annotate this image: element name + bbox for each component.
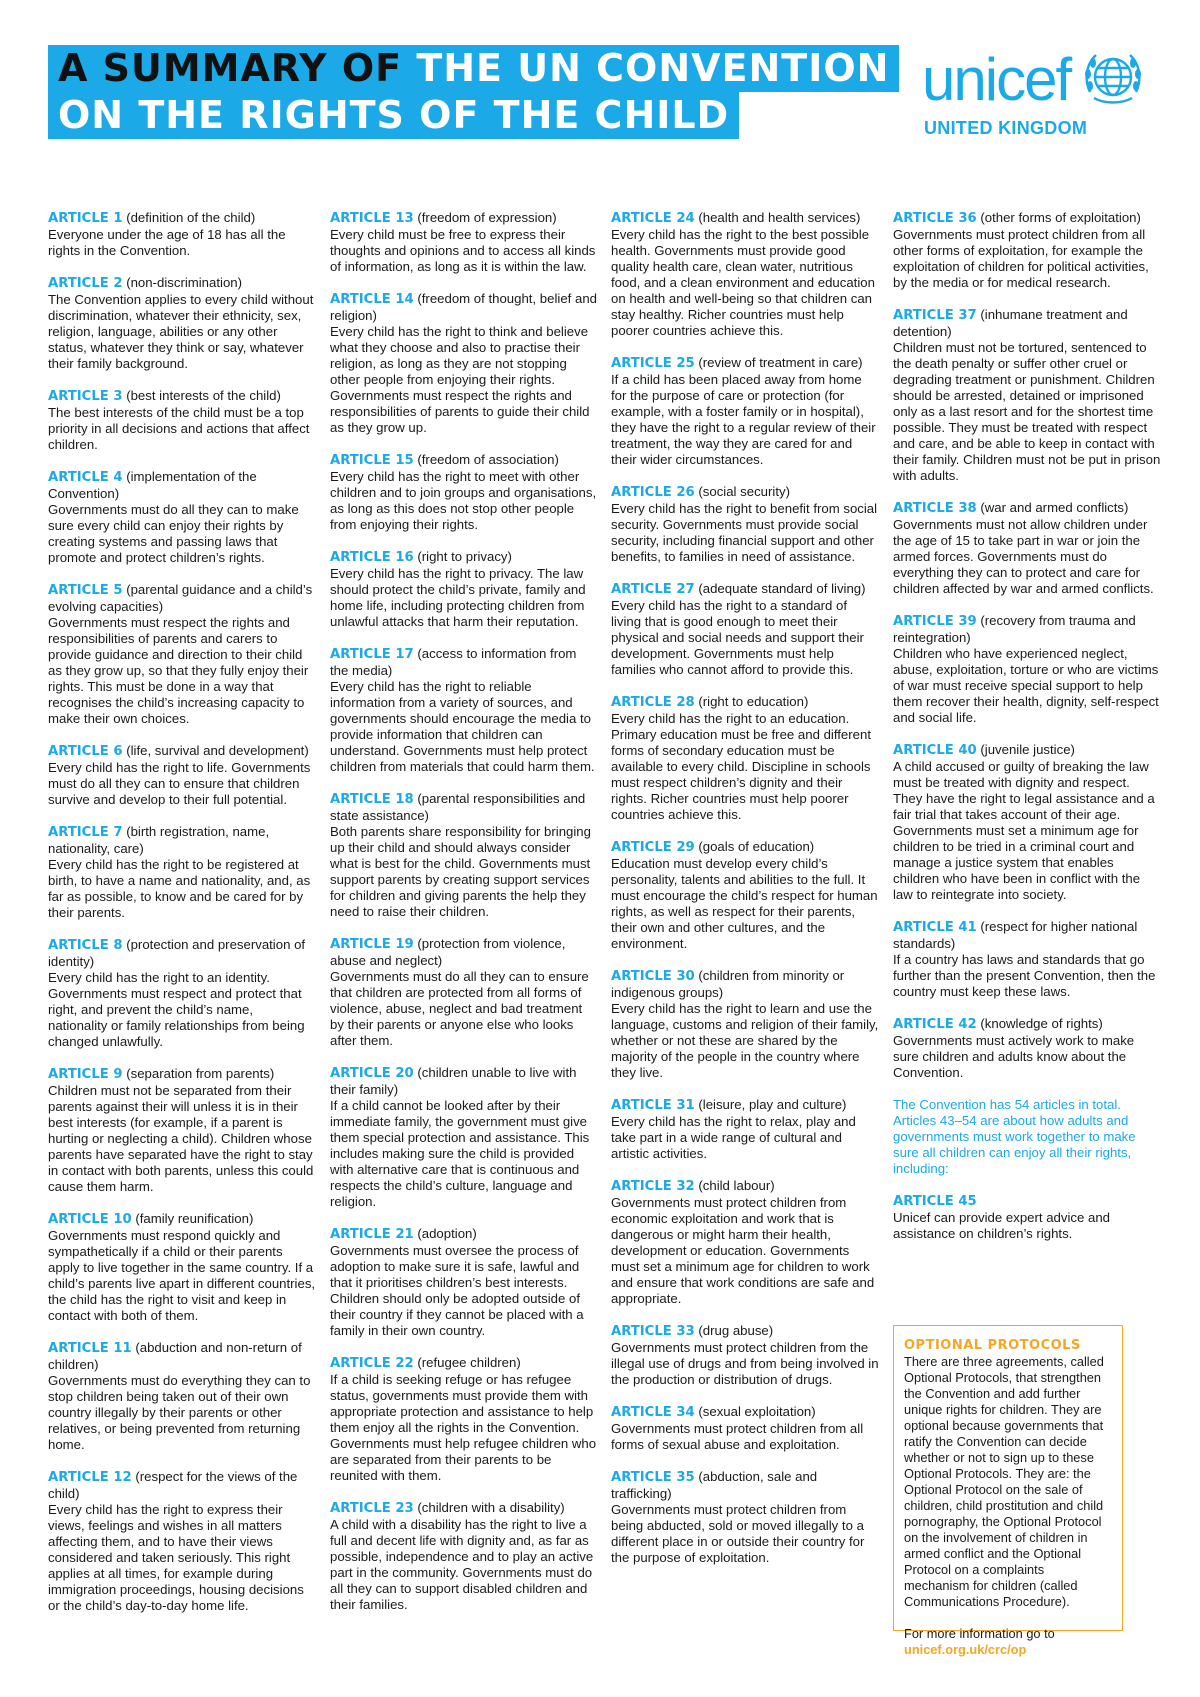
article-subtitle: (separation from parents) bbox=[126, 1066, 275, 1081]
article-number: ARTICLE 42 bbox=[893, 1017, 977, 1032]
article-number: ARTICLE 17 bbox=[330, 647, 414, 662]
article-number: ARTICLE 14 bbox=[330, 292, 414, 307]
article-40 bbox=[893, 742, 1161, 903]
article-body: Every child has the right to life. Governments must do all they can to ensure that children survive and develop to their full potential. bbox=[48, 760, 311, 807]
article-subtitle: (access to information from the media) bbox=[330, 646, 577, 678]
article-32 bbox=[611, 1178, 879, 1307]
article-number: ARTICLE 5 bbox=[48, 583, 123, 598]
article-9 bbox=[48, 1066, 316, 1195]
article-body: Governments must not allow children under the age of 15 to take part in war or join the armed forces. Governments must do everything they can to protect and care for children affected by war and armed conflicts. bbox=[893, 517, 1154, 596]
article-number: ARTICLE 23 bbox=[330, 1501, 414, 1516]
article-body: If a child is seeking refuge or has refugee status, governments must provide them with appropriate protection and assistance to help them enjoy all the rights in the Convention. Governments must help refugee children who are separated from their parents to be reunited with them. bbox=[330, 1372, 597, 1483]
article-subtitle: (review of treatment in care) bbox=[698, 355, 863, 370]
article-subtitle: (sexual exploitation) bbox=[698, 1404, 816, 1419]
article-4 bbox=[48, 469, 316, 566]
article-number: ARTICLE 18 bbox=[330, 792, 414, 807]
article-21 bbox=[330, 1226, 598, 1339]
article-subtitle: (children with a disability) bbox=[417, 1500, 565, 1515]
article-1 bbox=[48, 210, 316, 259]
article-number: ARTICLE 28 bbox=[611, 695, 695, 710]
article-28 bbox=[611, 694, 879, 823]
column-1 bbox=[48, 210, 316, 1630]
article-number: ARTICLE 3 bbox=[48, 389, 123, 404]
article-body: Every child has the right to benefit from social security. Governments must provide social security, including financial support and other benefits, to families in need of assistance. bbox=[611, 501, 878, 564]
article-16 bbox=[330, 549, 598, 630]
article-subtitle: (respect for higher national standards) bbox=[893, 919, 1138, 951]
article-body: Governments must protect children from all other forms of exploitation, for example the exploitation of children for political activities, by the media or for medical research. bbox=[893, 227, 1149, 290]
article-27 bbox=[611, 581, 879, 678]
article-subtitle: (respect for the views of the child) bbox=[48, 1469, 298, 1501]
unicef-emblem-icon bbox=[1082, 46, 1144, 108]
article-number: ARTICLE 15 bbox=[330, 453, 414, 468]
article-subtitle: (protection and preservation of identity) bbox=[48, 937, 306, 969]
article-39 bbox=[893, 613, 1161, 726]
article-number: ARTICLE 22 bbox=[330, 1356, 414, 1371]
column-3 bbox=[611, 210, 879, 1582]
article-18 bbox=[330, 791, 598, 920]
article-body: Education must develop every child’s personality, talents and abilities to the full. It must encourage the child’s respect for human rights, as well as respect for their parents, their own and other cultures, and the environment. bbox=[611, 856, 878, 951]
article-11 bbox=[48, 1340, 316, 1453]
article-body: A child accused or guilty of breaking the law must be treated with dignity and respect. They have the right to legal assistance and a fair trial that takes account of their age. Governments must set a minimum age for children to be tried in a criminal court and manage a justice system that enables children who have been in conflict with the law to reintegrate into society. bbox=[893, 759, 1155, 902]
article-17 bbox=[330, 646, 598, 775]
optional-protocols-box bbox=[893, 1325, 1123, 1657]
article-30 bbox=[611, 968, 879, 1081]
article-body: Governments must actively work to make sure children and adults know about the Convention. bbox=[893, 1033, 1135, 1080]
article-body: Every child has the right to meet with other children and to join groups and organisations, as long as this does not stop other people from enjoying their rights. bbox=[330, 469, 597, 532]
article-number: ARTICLE 37 bbox=[893, 308, 977, 323]
article-body: Every child has the right to express their views, feelings and wishes in all matters affecting them, and to have their views considered and taken seriously. This right applies at all times, for example during immigration proceedings, housing decisions or the child’s day-to-day home life. bbox=[48, 1502, 304, 1613]
article-body: The Convention applies to every child without discrimination, whatever their ethnicity, sex, religion, language, abilities or any other status, whatever they think or say, whatever their family background. bbox=[48, 292, 314, 371]
article-number: ARTICLE 25 bbox=[611, 356, 695, 371]
article-subtitle: (right to education) bbox=[698, 694, 809, 709]
article-body: Every child has the right to privacy. The law should protect the child’s private, family and home life, including protecting children from unlawful attacks that harm their reputation. bbox=[330, 566, 586, 629]
article-body: If a child cannot be looked after by their immediate family, the government must give them special protection and assistance. This includes making sure the child is provided with alternative care that is continuous and respects the child’s culture, language and religion. bbox=[330, 1098, 590, 1209]
article-number: ARTICLE 39 bbox=[893, 614, 977, 629]
article-body: Children must not be tortured, sentenced to the death penalty or suffer other cruel or degrading treatment or punishment. Children should be arrested, detained or imprisoned only as a last resort and for the shortest time possible. They must be treated with respect and care, and be able to keep in contact with their family. Children must not be put in prison with adults. bbox=[893, 340, 1161, 483]
article-number: ARTICLE 7 bbox=[48, 825, 123, 840]
article-13 bbox=[330, 210, 598, 275]
article-subtitle: (birth registration, name, nationality, care) bbox=[48, 824, 270, 856]
article-body: Governments must respect the rights and responsibilities of parents and carers to provide guidance and direction to their child as they grow up, so that they fully enjoy their rights. This must be done in a way that recognises the child’s increasing capacity to make their own choices. bbox=[48, 615, 309, 726]
article-number: ARTICLE 27 bbox=[611, 582, 695, 597]
article-subtitle: (right to privacy) bbox=[417, 549, 512, 564]
article-41 bbox=[893, 919, 1161, 1000]
article-25 bbox=[611, 355, 879, 468]
optional-protocols-title: OPTIONAL PROTOCOLS bbox=[904, 1338, 1081, 1353]
article-number: ARTICLE 10 bbox=[48, 1212, 132, 1227]
article-number: ARTICLE 30 bbox=[611, 969, 695, 984]
article-8 bbox=[48, 937, 316, 1050]
title-line-1 bbox=[48, 45, 899, 92]
article-number: ARTICLE 16 bbox=[330, 550, 414, 565]
article-body: Every child has the right to the best possible health. Governments must provide good quality health care, clean water, nutritious food, and a clean environment and education on health and well-being so that children can stay healthy. Richer countries must help poorer countries achieve this. bbox=[611, 227, 875, 338]
article-subtitle: (children from minority or indigenous groups) bbox=[611, 968, 845, 1000]
article-body: Every child has the right to a standard of living that is good enough to meet their physical and social needs and support their development. Governments must help families who cannot afford to provide this. bbox=[611, 598, 864, 677]
article-subtitle: (leisure, play and culture) bbox=[698, 1097, 847, 1112]
article-19 bbox=[330, 936, 598, 1049]
article-subtitle: (juvenile justice) bbox=[980, 742, 1075, 757]
article-number: ARTICLE 6 bbox=[48, 744, 123, 759]
article-body: Everyone under the age of 18 has all the rights in the Convention. bbox=[48, 227, 286, 258]
article-body: If a child has been placed away from home for the purpose of care or protection (for example, with a foster family or in hospital), they have the right to a regular review of their treatment, the way they are cared for and their wider circumstances. bbox=[611, 372, 876, 467]
article-body: If a country has laws and standards that go further than the present Convention, then the country must keep these laws. bbox=[893, 952, 1156, 999]
article-body: Unicef can provide expert advice and assistance on children’s rights. bbox=[893, 1210, 1110, 1241]
article-number: ARTICLE 4 bbox=[48, 470, 123, 485]
article-number: ARTICLE 2 bbox=[48, 276, 123, 291]
article-subtitle: (freedom of expression) bbox=[417, 210, 557, 225]
article-subtitle: (children unable to live with their family) bbox=[330, 1065, 577, 1097]
article-body: Every child has the right to reliable information from a variety of sources, and governments should encourage the media to provide information that children can understand. Governments must help protect children from materials that could harm them. bbox=[330, 679, 595, 774]
article-subtitle: (adequate standard of living) bbox=[698, 581, 866, 596]
article-subtitle: (knowledge of rights) bbox=[980, 1016, 1103, 1031]
article-14 bbox=[330, 291, 598, 436]
article-22 bbox=[330, 1355, 598, 1484]
article-number: ARTICLE 21 bbox=[330, 1227, 414, 1242]
article-45 bbox=[893, 1193, 1161, 1242]
article-subtitle: (war and armed conflicts) bbox=[980, 500, 1129, 515]
article-subtitle: (social security) bbox=[698, 484, 790, 499]
article-42 bbox=[893, 1016, 1161, 1081]
article-34 bbox=[611, 1404, 879, 1453]
article-body: Both parents share responsibility for bringing up their child and should always consider what is best for the child. Governments must support parents by creating support services for children and giving parents the help they need to raise their children. bbox=[330, 824, 591, 919]
article-subtitle: (other forms of exploitation) bbox=[980, 210, 1141, 225]
article-subtitle: (parental responsibilities and state assistance) bbox=[330, 791, 586, 823]
article-body: Children who have experienced neglect, abuse, exploitation, torture or who are victims of war must receive special support to help them recover their health, dignity, self-respect and social life. bbox=[893, 646, 1159, 725]
article-subtitle: (goals of education) bbox=[698, 839, 815, 854]
more-info-link[interactable]: unicef.org.uk/crc/op bbox=[904, 1642, 1027, 1657]
article-body: Every child has the right to an education. Primary education must be free and different forms of secondary education must be available to every child. Discipline in schools must respect children’s dignity and their rights. Richer countries must help poorer countries achieve this. bbox=[611, 711, 871, 822]
article-number: ARTICLE 45 bbox=[893, 1194, 977, 1209]
article-subtitle: (implementation of the Convention) bbox=[48, 469, 257, 501]
article-number: ARTICLE 41 bbox=[893, 920, 977, 935]
article-number: ARTICLE 26 bbox=[611, 485, 695, 500]
article-body: Governments must respond quickly and sympathetically if a child or their parents apply to live together in the same country. If a child’s parents live apart in different countries, the child has the right to visit and keep in contact with both of them. bbox=[48, 1228, 316, 1323]
article-29 bbox=[611, 839, 879, 952]
article-body: Every child has the right to think and believe what they choose and also to practise their religion, as long as they are not stopping other people from enjoying their rights. Governments must respect the rights and responsibilities of parents to guide their child as they grow up. bbox=[330, 324, 590, 435]
more-info-text: For more information go to bbox=[904, 1626, 1055, 1641]
article-number: ARTICLE 13 bbox=[330, 211, 414, 226]
article-number: ARTICLE 36 bbox=[893, 211, 977, 226]
article-subtitle: (abduction and non-return of children) bbox=[48, 1340, 302, 1372]
article-3 bbox=[48, 388, 316, 453]
article-subtitle: (adoption) bbox=[417, 1226, 477, 1241]
article-body: The best interests of the child must be a top priority in all decisions and actions that affect children. bbox=[48, 405, 310, 452]
article-36 bbox=[893, 210, 1161, 291]
article-subtitle: (recovery from trauma and reintegration) bbox=[893, 613, 1136, 645]
logo-wordmark: unicef bbox=[922, 46, 1071, 113]
article-20 bbox=[330, 1065, 598, 1210]
article-number: ARTICLE 24 bbox=[611, 211, 695, 226]
article-number: ARTICLE 20 bbox=[330, 1066, 414, 1081]
article-body: Governments must protect children from all forms of sexual abuse and exploitation. bbox=[611, 1421, 864, 1452]
column-2 bbox=[330, 210, 598, 1629]
article-15 bbox=[330, 452, 598, 533]
article-body: Every child has the right to relax, play and take part in a wide range of cultural and artistic activities. bbox=[611, 1114, 856, 1161]
article-number: ARTICLE 19 bbox=[330, 937, 414, 952]
unicef-logo bbox=[922, 40, 1142, 140]
article-body: Governments must do all they can to make sure every child can enjoy their rights by creating systems and passing laws that promote and protect children’s rights. bbox=[48, 502, 299, 565]
convention-note: The Convention has 54 articles in total. Articles 43–54 are about how adults and governments must work together to make sure all children can enjoy all their rights, including: bbox=[893, 1097, 1136, 1176]
article-subtitle: (child labour) bbox=[698, 1178, 775, 1193]
article-body: Every child must be free to express their thoughts and opinions and to access all kinds of information, as long as it is within the law. bbox=[330, 227, 596, 274]
article-subtitle: (inhumane treatment and detention) bbox=[893, 307, 1128, 339]
article-subtitle: (family reunification) bbox=[135, 1211, 254, 1226]
article-number: ARTICLE 11 bbox=[48, 1341, 132, 1356]
article-37 bbox=[893, 307, 1161, 484]
article-number: ARTICLE 12 bbox=[48, 1470, 132, 1485]
article-subtitle: (parental guidance and a child’s evolving capacities) bbox=[48, 582, 313, 614]
article-subtitle: (refugee children) bbox=[417, 1355, 521, 1370]
article-body: Governments must protect children from being abducted, sold or moved illegally to a different place in or outside their country for the purpose of exploitation. bbox=[611, 1502, 865, 1565]
article-body: Governments must protect children from the illegal use of drugs and from being involved in the production or distribution of drugs. bbox=[611, 1340, 879, 1387]
article-subtitle: (drug abuse) bbox=[698, 1323, 774, 1338]
article-7 bbox=[48, 824, 316, 921]
article-24 bbox=[611, 210, 879, 339]
article-body: Every child has the right to learn and use the language, customs and religion of their family, whether or not these are shared by the majority of the people in the country where they live. bbox=[611, 1001, 879, 1080]
page-title bbox=[48, 45, 899, 139]
article-number: ARTICLE 29 bbox=[611, 840, 695, 855]
article-31 bbox=[611, 1097, 879, 1162]
article-number: ARTICLE 35 bbox=[611, 1470, 695, 1485]
article-38 bbox=[893, 500, 1161, 597]
article-33 bbox=[611, 1323, 879, 1388]
article-number: ARTICLE 31 bbox=[611, 1098, 695, 1113]
article-subtitle: (abduction, sale and trafficking) bbox=[611, 1469, 818, 1501]
article-number: ARTICLE 8 bbox=[48, 938, 123, 953]
article-number: ARTICLE 1 bbox=[48, 211, 123, 226]
article-subtitle: (protection from violence, abuse and neglect) bbox=[330, 936, 566, 968]
optional-protocols-body: There are three agreements, called Optional Protocols, that strengthen the Convention and add further unique rights for children. They are optional because governments that ratify the Convention can decide whether or not to sign up to these Optional Protocols. They are: the Optional Protocol on the sale of children, child prostitution and child pornography, the Optional Protocol on the involvement of children in armed conflict and the Optional Protocol on a complaints mechanism for children (called Communications Procedure). bbox=[904, 1354, 1104, 1609]
title-line-2: ON THE RIGHTS OF THE CHILD bbox=[48, 92, 739, 139]
article-subtitle: (life, survival and development) bbox=[126, 743, 309, 758]
article-body: Every child has the right to be registered at birth, to have a name and nationality, and, as far as possible, to know and be cared for by their parents. bbox=[48, 857, 311, 920]
article-23 bbox=[330, 1500, 598, 1613]
article-12 bbox=[48, 1469, 316, 1614]
article-subtitle: (non-discrimination) bbox=[126, 275, 242, 290]
article-subtitle: (freedom of thought, belief and religion) bbox=[330, 291, 597, 323]
title-black-part: A SUMMARY OF bbox=[58, 46, 403, 90]
article-body: Governments must protect children from economic exploitation and work that is dangerous or might harm their health, development or education. Governments must set a minimum age for children to work and ensure that work conditions are safe and appropriate. bbox=[611, 1195, 875, 1306]
article-5 bbox=[48, 582, 316, 727]
article-number: ARTICLE 32 bbox=[611, 1179, 695, 1194]
article-body: Governments must oversee the process of adoption to make sure it is safe, lawful and that it prioritises children’s best interests. Children should only be adopted outside of their country if they cannot be placed with a family in their own country. bbox=[330, 1243, 584, 1338]
article-35 bbox=[611, 1469, 879, 1566]
article-subtitle: (health and health services) bbox=[698, 210, 861, 225]
article-26 bbox=[611, 484, 879, 565]
article-number: ARTICLE 40 bbox=[893, 743, 977, 758]
article-body: Governments must do all they can to ensure that children are protected from all forms of violence, abuse, neglect and bad treatment by their parents or anyone else who looks after them. bbox=[330, 969, 589, 1048]
article-6 bbox=[48, 743, 316, 808]
article-number: ARTICLE 33 bbox=[611, 1324, 695, 1339]
article-number: ARTICLE 9 bbox=[48, 1067, 123, 1082]
article-body: Children must not be separated from their parents against their will unless it is in their best interests (for example, if a parent is hurting or neglecting a child). Children whose parents have separated have the right to stay in contact with both parents, unless this could cause them harm. bbox=[48, 1083, 314, 1194]
article-body: Governments must do everything they can to stop children being taken out of their own country illegally by their parents or other relatives, or being prevented from returning home. bbox=[48, 1373, 311, 1452]
article-body: Every child has the right to an identity. Governments must respect and protect that right, and prevent the child’s name, nationality or family relationships from being changed unlawfully. bbox=[48, 970, 305, 1049]
title-blue-part: THE UN CONVENTION bbox=[402, 46, 890, 90]
logo-country: UNITED KINGDOM bbox=[924, 118, 1088, 138]
article-number: ARTICLE 34 bbox=[611, 1405, 695, 1420]
article-2 bbox=[48, 275, 316, 372]
article-subtitle: (freedom of association) bbox=[417, 452, 559, 467]
article-body: A child with a disability has the right to live a full and decent life with dignity and, as far as possible, independence and to play an active part in the community. Governments must do all they can to support disabled children and their families. bbox=[330, 1517, 594, 1612]
article-subtitle: (definition of the child) bbox=[126, 210, 256, 225]
column-4 bbox=[893, 210, 1161, 1258]
article-subtitle: (best interests of the child) bbox=[126, 388, 281, 403]
article-10 bbox=[48, 1211, 316, 1324]
article-number: ARTICLE 38 bbox=[893, 501, 977, 516]
